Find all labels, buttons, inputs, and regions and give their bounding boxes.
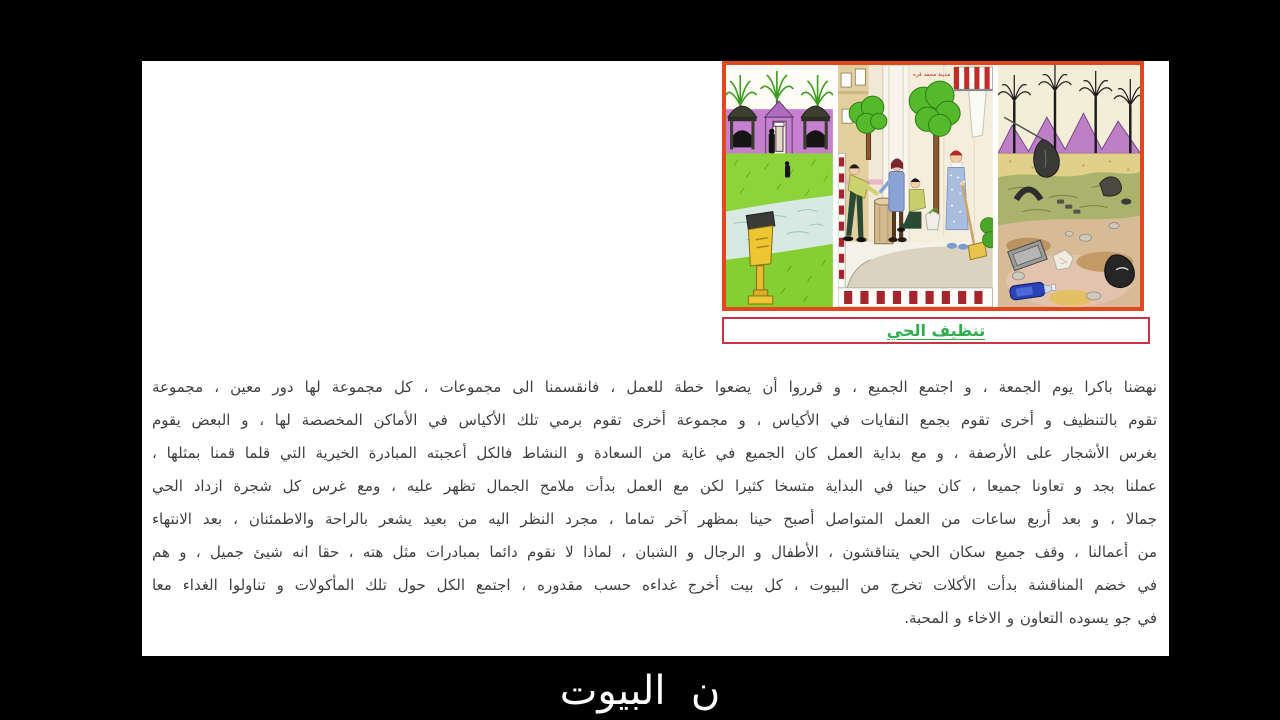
curb-stripes-bottom <box>838 288 993 307</box>
awning-icon <box>954 67 993 91</box>
story-line-7: في خضم المناقشة بدأت الأكلات تخرج من البيوت ، كل بيت أخرج غداءه حسب مقدوره ، اجتمع الكل حول تلك المأكولات و تناولوا الغداء معا <box>152 576 1157 594</box>
person-at-kiosk <box>769 129 775 154</box>
video-subtitle: ن البيوت <box>559 668 721 714</box>
illustration-panels <box>722 61 1144 311</box>
yellow-stain <box>1048 290 1093 306</box>
story-line-2: تقوم بالتنظيف و أخرى تقوم بجمع النفايات في الأكياس ، و مجموعة أخرى تقوم برمي تلك الأكياس في الأماكن المخصصة لها ، و البعض يقوم <box>152 411 1157 429</box>
story-line-5: جمالا ، و بعد أربع ساعات من العمل المتواصل أصبح حينا بمظهر آخر تماما ، مجرد النظر اليه من بعيد يشعر بالراحة والاطمئنان ، بعد الانتهاء <box>152 510 1157 528</box>
story-line-1: نهضنا باكرا يوم الجمعة ، و اجتمع الجميع ، و قرروا أن يضعوا خطة للعمل ، فانقسمنا الى مجموعات ، كل مجموعة لها دور معين ، مجموعة <box>152 378 1157 396</box>
story-line-6: من أعمالنا ، وقف جميع سكان الحي يتناقشون ، الأطفال و الرجال و الشبان ، لماذا لا نقوم دائما بمبادرات مثل هته ، حقا انه شيئ جميل ، و هم <box>152 543 1157 561</box>
story-illustration <box>722 61 1150 344</box>
polluted-area-illustration <box>998 65 1140 307</box>
story-text <box>152 371 1157 635</box>
planting-illustration <box>838 65 993 307</box>
document-page <box>142 61 1169 656</box>
clean-park-illustration <box>726 65 833 307</box>
story-line-3: بغرس الأشجار على الأرصفة ، و مع بداية العمل كان الجميع في غاية من السعادة و النشاط فالكل أعجبته المبادرة الخيرية التي قلما قمنا بمثلها ، <box>152 444 1157 462</box>
city-sign-text: مدينة محمد قره <box>912 72 951 79</box>
illustration-caption-box <box>722 317 1150 344</box>
story-line-8: في جو يسوده التعاون و الاخاء و المحبة. <box>904 609 1157 627</box>
illustration-caption: تنظيف الحي <box>886 321 986 340</box>
story-line-4: عملنا بجد و تعاونا جميعا ، كان حينا في البداية متسخا كثيرا لكن مع العمل بدأت ملامح الجمال تظهر عليه ، ومع غرس كل شجرة ازداد الحي <box>152 477 1157 495</box>
curb-stripes-left <box>838 153 845 288</box>
